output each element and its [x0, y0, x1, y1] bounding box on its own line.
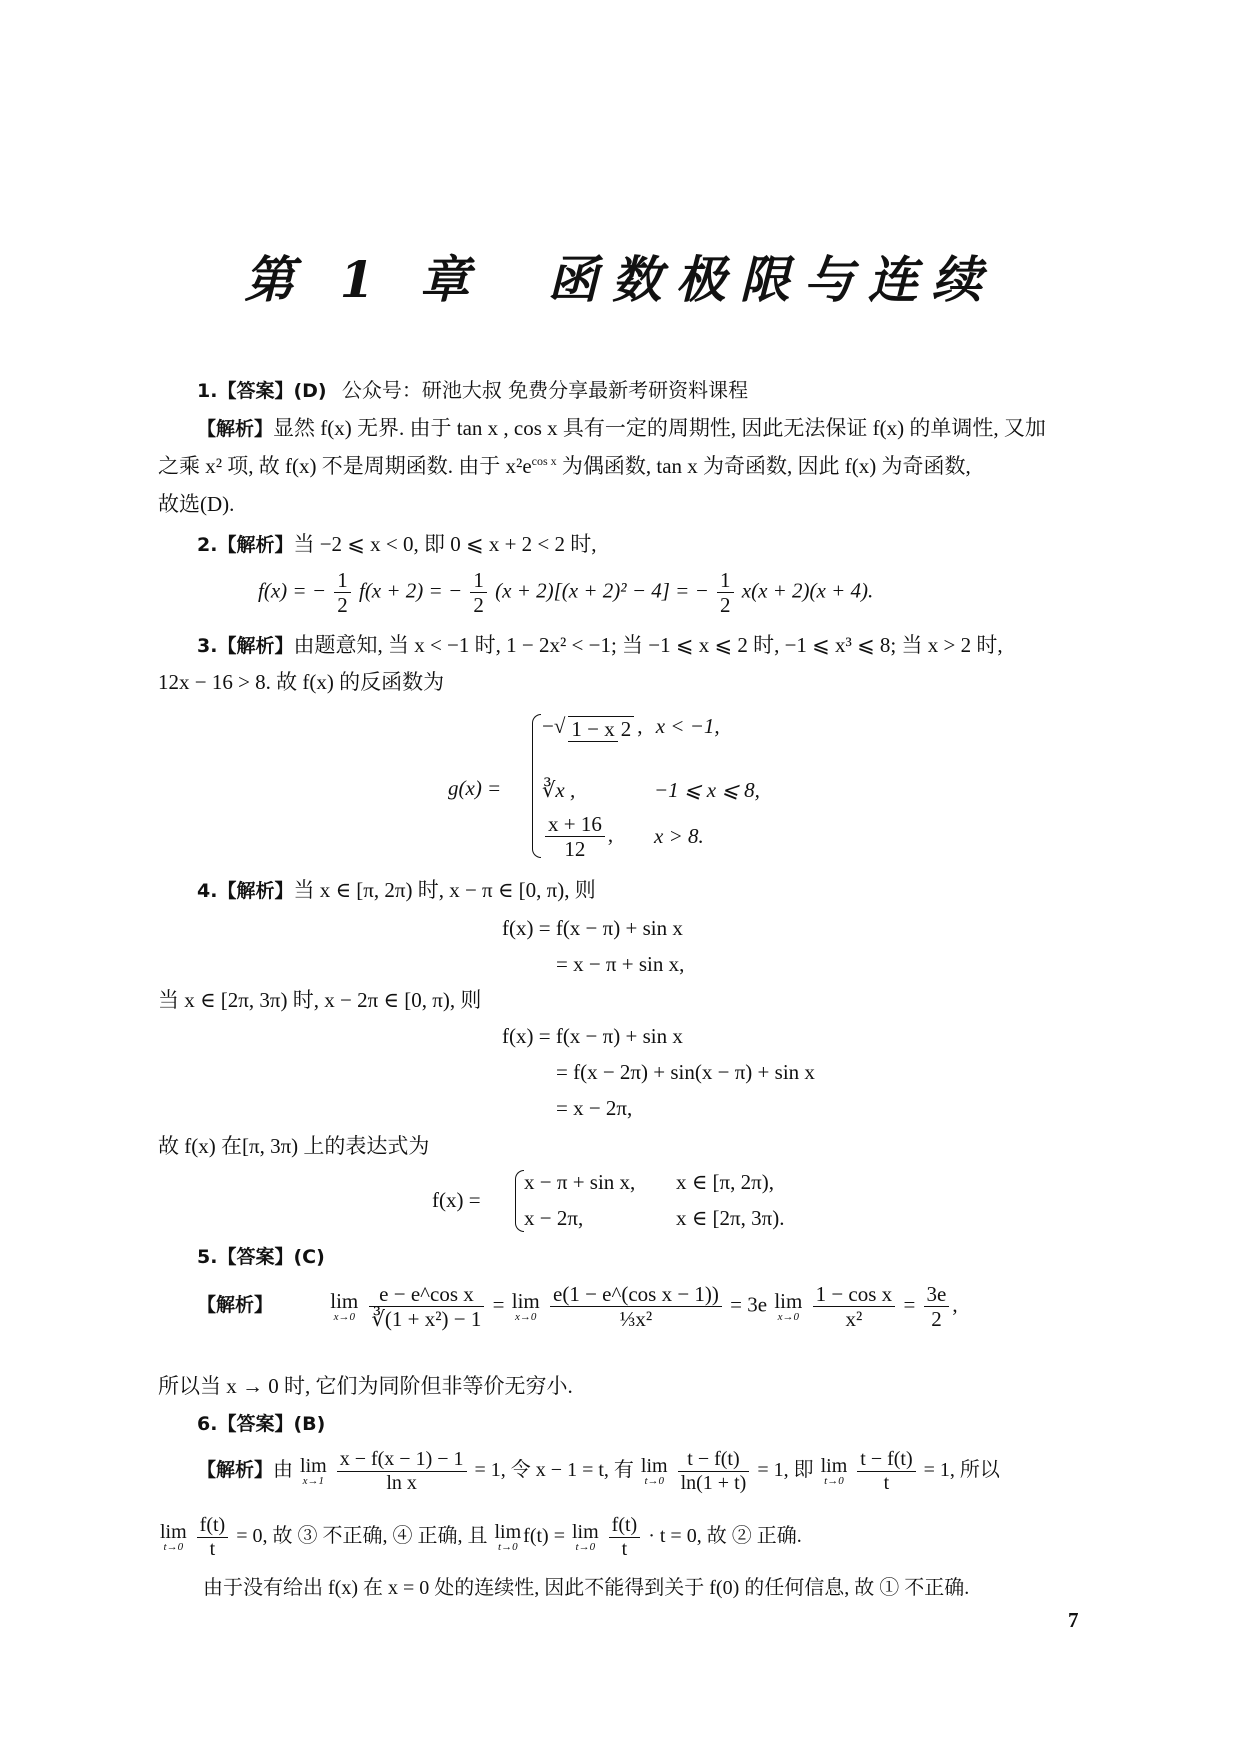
denominator: 2 — [931, 1307, 942, 1332]
q4-line3: 故 f(x) 在[π, 3π) 上的表达式为 — [158, 1134, 430, 1158]
text: = 0, 故 ③ 不正确, ④ 正确, 且 — [236, 1525, 488, 1548]
q3-label: 3.【解析】 — [197, 635, 294, 657]
chapter-title: 第 1 章 函数极限与连续 — [244, 250, 996, 309]
text: 由 — [273, 1459, 294, 1482]
lim-text: lim — [572, 1521, 599, 1543]
fraction — [197, 1514, 229, 1561]
superscript: cos x — [531, 454, 557, 468]
math: x − π + sin x, — [524, 1170, 636, 1194]
q6-line1 — [197, 1448, 1000, 1495]
limit — [641, 1456, 668, 1487]
lim-sub: t→0 — [498, 1541, 518, 1553]
fraction — [369, 1282, 485, 1331]
math: x(x + 2)(x + 4). — [741, 578, 874, 603]
equals: = — [492, 1292, 505, 1317]
math: (x + 2)[(x + 2)² − 4] = − — [495, 578, 709, 603]
math: g(x) = — [448, 776, 502, 800]
q1-label: 1.【答案】(D) — [197, 380, 327, 402]
q3-line1 — [197, 633, 1003, 658]
math: ∛x , — [542, 778, 576, 802]
q4-eq1: f(x) = f(x − π) + sin x — [502, 916, 683, 940]
equals: = — [903, 1292, 916, 1317]
q4-eq5: = x − 2π, — [556, 1096, 633, 1120]
q2-formula — [258, 568, 873, 617]
text: 当 x ∈ [π, 2π) 时, x − π ∈ [0, π), 则 — [293, 878, 596, 902]
numerator: 3e — [924, 1282, 950, 1307]
text: f(t) = — [523, 1525, 565, 1548]
lim-sub: x→1 — [302, 1475, 325, 1487]
denominator: 12 — [564, 837, 586, 862]
fraction — [857, 1448, 915, 1495]
lim-sub: t→0 — [644, 1475, 665, 1487]
denominator: 2 — [473, 593, 484, 618]
q1-note: 公众号：研池大叔 免费分享最新考研资料课程 — [341, 378, 749, 402]
denominator: 2 — [720, 593, 731, 618]
condition: −1 ⩽ x ⩽ 8, — [654, 778, 760, 802]
q6-answer — [197, 1411, 325, 1436]
denominator: t — [209, 1538, 216, 1560]
lim-text: lim — [820, 1455, 848, 1477]
text: 之乘 x² 项, 故 f(x) 不是周期函数. 由于 x²e — [158, 454, 532, 478]
q1-analysis-tag: 【解析】 — [197, 418, 274, 440]
denominator: t — [883, 1472, 890, 1494]
g-label — [448, 776, 501, 801]
q5-line2: 所以当 x → 0 时, 它们为同阶但非等价无穷小. — [158, 1374, 573, 1398]
denominator: ln(1 + t) — [680, 1472, 747, 1494]
q4-line2: 当 x ∈ [2π, 3π) 时, x − 2π ∈ [0, π), 则 — [158, 988, 482, 1012]
minus: − — [542, 714, 554, 738]
q6-analysis-tag: 【解析】 — [197, 1459, 274, 1482]
lim-sub: x→0 — [515, 1310, 537, 1323]
denominator: x² — [845, 1307, 863, 1332]
denominator: ⅓x² — [619, 1307, 653, 1332]
fraction — [334, 568, 351, 617]
fraction — [568, 716, 634, 741]
numerator: 1 − x — [568, 717, 617, 742]
limit — [495, 1522, 522, 1553]
text: = 1, 令 x − 1 = t, 有 — [474, 1459, 634, 1482]
fraction — [717, 568, 734, 617]
fraction — [609, 1514, 641, 1561]
denominator: ∛(1 + x²) − 1 — [371, 1307, 482, 1332]
text: = 1, 所以 — [923, 1459, 1000, 1482]
lim-sub: t→0 — [824, 1475, 844, 1487]
lim-text: lim — [330, 1288, 359, 1313]
q4-case-1 — [524, 1170, 774, 1195]
numerator: 1 — [470, 568, 487, 593]
g-case-2 — [542, 778, 760, 803]
g-case-3: $\frac{x + 16}{12}$ , x > 8. — [542, 812, 613, 861]
q4-piecewise-label: f(x) = — [432, 1188, 481, 1212]
q5-label: 5.【答案】(C) — [197, 1246, 325, 1268]
q2-label: 2.【解析】 — [197, 534, 294, 556]
q2-line1 — [197, 532, 597, 557]
q5-formula — [197, 1282, 958, 1331]
text: · t = 0, 故 ② 正确. — [648, 1525, 802, 1548]
text: 由题意知, 当 x < −1 时, 1 − 2x² < −1; 当 −1 ⩽ x ⩽ 2 时, −1 ⩽ x³ ⩽ 8; 当 x > 2 时, — [293, 633, 1003, 657]
numerator: x − f(x − 1) − 1 — [337, 1448, 467, 1472]
numerator: t − f(t) — [678, 1448, 750, 1472]
fraction — [470, 568, 487, 617]
lim-text: lim — [640, 1455, 668, 1477]
numerator: 1 — [717, 568, 734, 593]
q6-line2 — [158, 1514, 802, 1561]
left-brace — [515, 1170, 524, 1232]
lim-text: lim — [494, 1521, 522, 1543]
lim-text: lim — [774, 1288, 803, 1313]
fraction — [813, 1282, 896, 1331]
denominator: 2 — [620, 716, 632, 741]
math: x − 2π, — [524, 1206, 584, 1230]
q4-line1 — [197, 878, 596, 903]
condition: x ∈ [π, 2π), — [676, 1170, 774, 1194]
denominator: 2 — [337, 593, 348, 618]
limit — [300, 1456, 327, 1487]
q5-answer — [197, 1244, 325, 1269]
numerator: e − e^cos x — [369, 1282, 485, 1307]
fraction — [550, 1282, 722, 1331]
fraction — [678, 1448, 750, 1495]
limit — [511, 1288, 540, 1323]
numerator: x + 16 — [545, 812, 605, 837]
text: = 1, 即 — [757, 1459, 814, 1482]
math: f(x + 2) = − — [358, 578, 463, 603]
q3-line2: 12x − 16 > 8. 故 f(x) 的反函数为 — [158, 670, 445, 694]
text: 当 −2 ⩽ x < 0, 即 0 ⩽ x + 2 < 2 时, — [293, 532, 597, 556]
numerator: 1 — [334, 568, 351, 593]
numerator: t − f(t) — [857, 1448, 915, 1472]
q1-answer — [197, 378, 748, 403]
fraction — [924, 1282, 950, 1331]
lim-sub: x→0 — [777, 1310, 800, 1323]
lim-sub: t→0 — [575, 1541, 596, 1553]
q5-analysis-tag: 【解析】 — [197, 1294, 274, 1317]
lim-sub: t→0 — [163, 1541, 184, 1553]
q1-analysis-line1 — [158, 416, 1076, 441]
page-number: 7 — [1068, 1608, 1079, 1632]
text: 显然 f(x) 无界. 由于 tan x , cos x 具有一定的周期性, 因此无法保证 f(x) 的单调性, 又加 — [273, 416, 1046, 440]
q4-eq4: = f(x − 2π) + sin(x − π) + sin x — [556, 1060, 815, 1084]
numerator: f(t) — [609, 1514, 641, 1538]
q1-analysis-line2 — [158, 454, 971, 479]
q4-label: 4.【解析】 — [197, 880, 294, 902]
g-case-1: −√ 1 − x 2 , x < −1, — [542, 714, 720, 741]
limit — [572, 1522, 599, 1553]
condition: x > 8. — [654, 824, 704, 848]
condition: x < −1, — [655, 714, 720, 738]
numerator: 1 − cos x — [813, 1282, 896, 1307]
lim-text: lim — [300, 1455, 327, 1477]
comma: , — [952, 1292, 958, 1317]
math: = 3e — [730, 1292, 768, 1317]
condition: x ∈ [2π, 3π). — [676, 1206, 785, 1230]
q4-case-2 — [524, 1206, 785, 1231]
limit — [160, 1522, 187, 1553]
q6-label: 6.【答案】(B) — [197, 1413, 326, 1435]
q4-eq2: = x − π + sin x, — [556, 952, 685, 976]
fraction — [337, 1448, 467, 1495]
denominator: t — [621, 1538, 628, 1560]
text: 为偶函数, tan x 为奇函数, 因此 f(x) 为奇函数, — [556, 454, 971, 478]
q6-line3: 由于没有给出 f(x) 在 x = 0 处的连续性, 因此不能得到关于 f(0) 的任何信息, 故 ① 不正确. — [203, 1577, 970, 1599]
lim-text: lim — [160, 1521, 187, 1543]
math: f(x) = − — [258, 578, 326, 603]
numerator: e(1 − e^(cos x − 1)) — [550, 1282, 722, 1307]
q1-analysis-line3: 故选(D). — [158, 492, 235, 516]
limit — [821, 1456, 848, 1487]
lim-text: lim — [511, 1288, 540, 1313]
numerator: f(t) — [197, 1514, 229, 1538]
q4-eq3: f(x) = f(x − π) + sin x — [502, 1024, 683, 1048]
fraction — [545, 812, 605, 861]
limit — [774, 1288, 803, 1323]
limit — [330, 1288, 359, 1323]
lim-sub: x→0 — [333, 1310, 355, 1323]
left-brace — [532, 714, 541, 858]
denominator: ln x — [386, 1472, 417, 1494]
